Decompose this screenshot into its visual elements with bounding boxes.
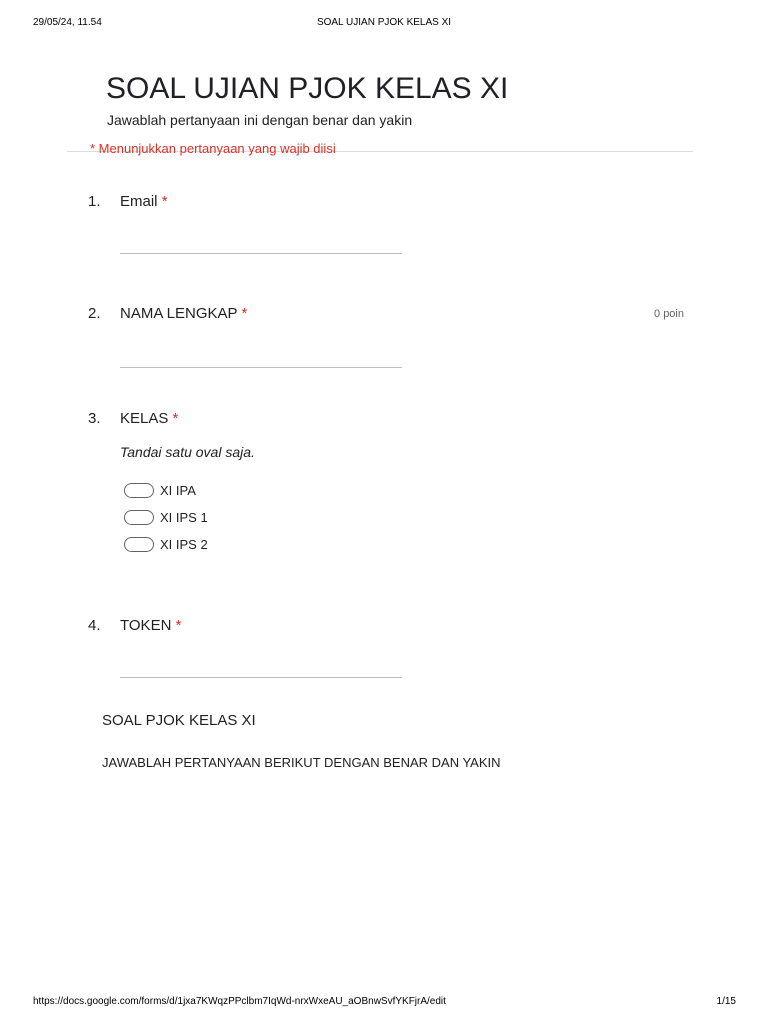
question-3-instruction: Tandai satu oval saja. [120,444,255,460]
print-document-title: SOAL UJIAN PJOK KELAS XI [316,17,452,28]
email-input[interactable] [120,253,402,254]
radio-oval-icon[interactable] [124,537,154,552]
option-xi-ipa[interactable] [124,481,196,499]
section-title: SOAL PJOK KELAS XI [102,712,256,729]
section-description: JAWABLAH PERTANYAAN BERIKUT DENGAN BENAR DAN YAKIN [102,755,501,770]
question-1-title [120,193,168,210]
option-xi-ips-2[interactable] [124,535,208,553]
question-2-label: NAMA LENGKAP [120,305,238,322]
option-label: XI IPS 1 [160,509,208,525]
full-name-input[interactable] [120,367,402,368]
required-asterisk: * [241,305,248,322]
required-asterisk: * [172,410,179,427]
option-label: XI IPA [160,482,196,498]
question-4-title [120,617,181,634]
radio-oval-icon[interactable] [124,510,154,525]
question-4-number: 4. [88,617,101,634]
question-3-number: 3. [88,410,101,427]
required-note: * Menunjukkan pertanyaan yang wajib diisi [90,141,336,156]
question-2-number: 2. [88,305,101,322]
required-asterisk: * [161,193,168,210]
question-2-title [120,305,247,322]
radio-oval-icon[interactable] [124,483,154,498]
option-xi-ips-1[interactable] [124,508,208,526]
question-3-label: KELAS [120,410,169,427]
print-url: https://docs.google.com/forms/d/1jxa7KWqzPPclbm7IqWd-nrxWxeAU_aOBnwSvfYKFjrA/edit [33,996,446,1007]
print-page-number: 1/15 [716,996,736,1007]
token-input[interactable] [120,677,402,678]
print-datetime: 29/05/24, 11.54 [33,17,102,28]
question-1-number: 1. [88,193,101,210]
required-asterisk: * [175,617,182,634]
question-4-label: TOKEN [120,617,172,634]
option-label: XI IPS 2 [160,536,208,552]
question-2-points: 0 poin [654,308,684,320]
form-title: SOAL UJIAN PJOK KELAS XI [106,72,509,105]
question-1-label: Email [120,193,158,210]
form-description: Jawablah pertanyaan ini dengan benar dan yakin [107,112,413,128]
question-3-title [120,410,178,427]
